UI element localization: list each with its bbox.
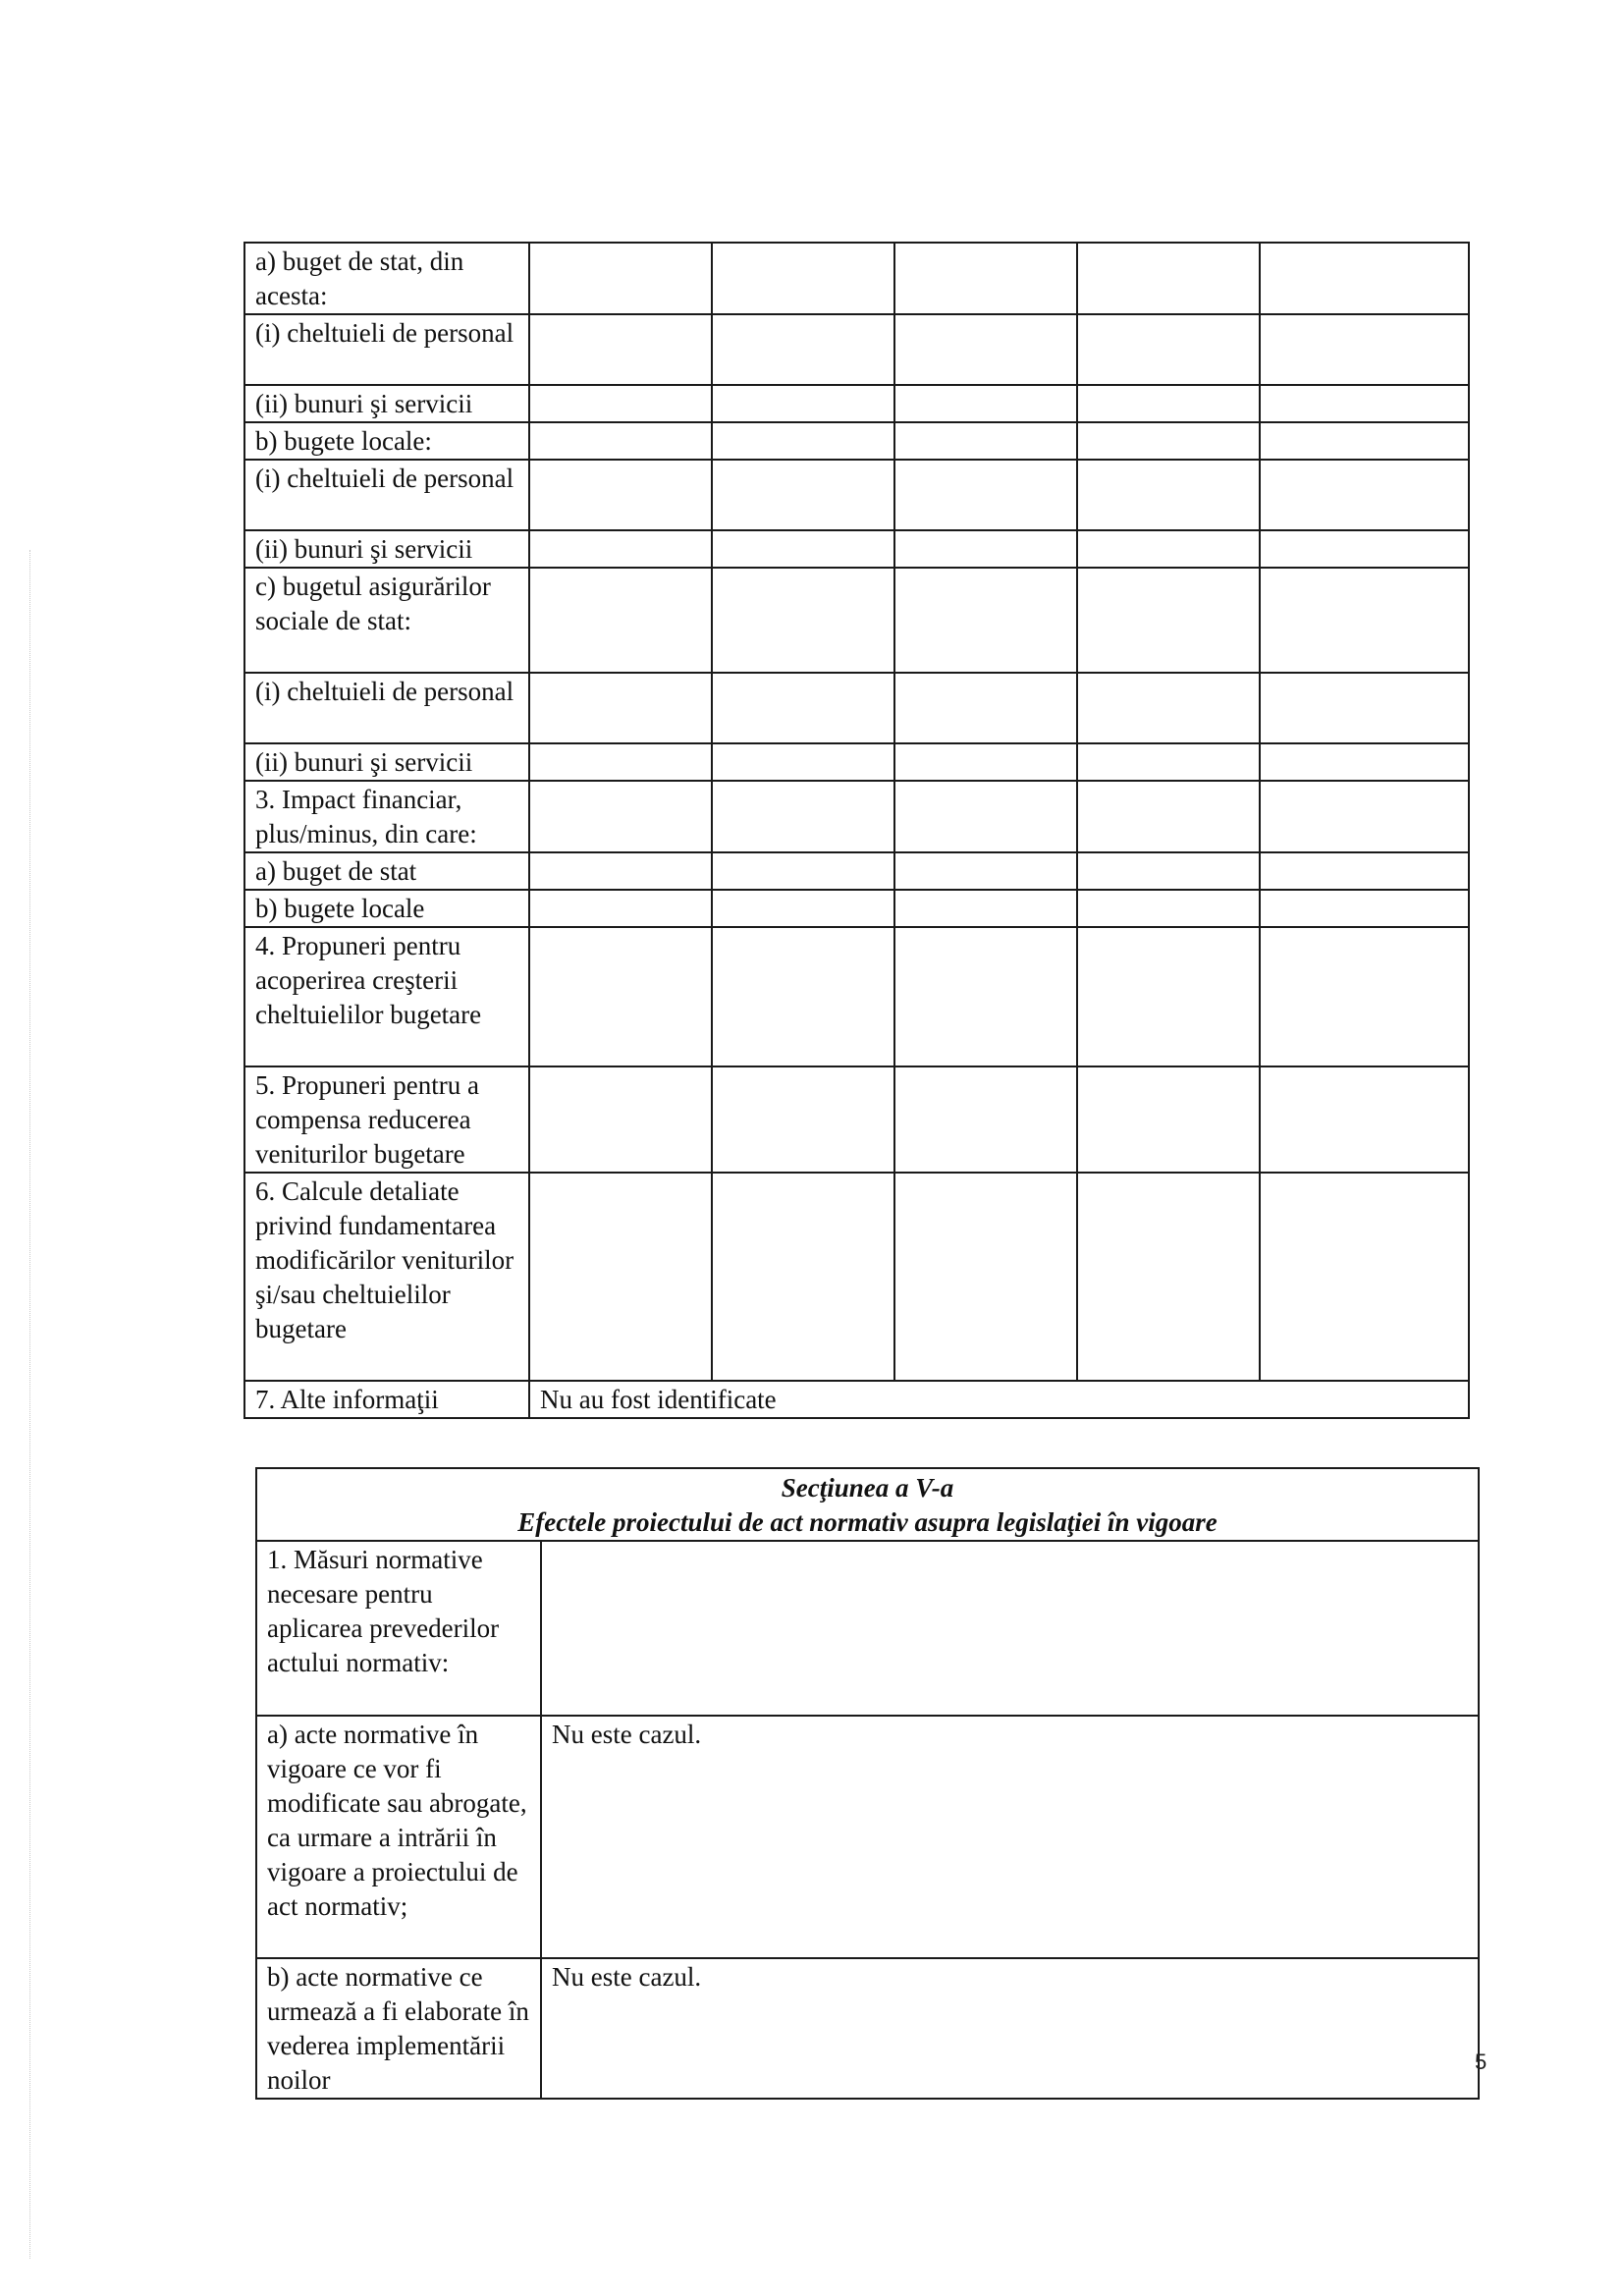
empty-cell xyxy=(1260,385,1469,422)
table-row xyxy=(244,422,1469,460)
row-label: b) acte normative ce urmează a fi elaborate în vederea implementării noilor xyxy=(256,1958,541,2099)
empty-cell xyxy=(1260,927,1469,1066)
empty-cell xyxy=(712,385,894,422)
empty-cell xyxy=(894,243,1077,314)
section-heading-row xyxy=(256,1468,1479,1541)
empty-cell xyxy=(529,1173,712,1381)
empty-cell xyxy=(894,927,1077,1066)
row-value: Nu este cazul. xyxy=(541,1958,1479,2099)
row-label: a) buget de stat, din acesta: xyxy=(244,243,529,314)
empty-cell xyxy=(529,385,712,422)
empty-cell xyxy=(894,673,1077,743)
row-value: Nu este cazul. xyxy=(541,1716,1479,1958)
empty-cell xyxy=(894,852,1077,890)
empty-cell xyxy=(712,1066,894,1173)
section-subtitle: Efectele proiectului de act normativ asupra legislaţiei în vigoare xyxy=(517,1507,1217,1537)
empty-cell xyxy=(1077,530,1260,568)
row-label: (ii) bunuri şi servicii xyxy=(244,743,529,781)
section-title: Secţiunea a V-a xyxy=(781,1473,954,1503)
empty-cell xyxy=(1077,422,1260,460)
empty-cell xyxy=(712,781,894,852)
empty-cell xyxy=(1077,1066,1260,1173)
empty-cell xyxy=(894,385,1077,422)
empty-cell xyxy=(1077,890,1260,927)
empty-cell xyxy=(1077,460,1260,530)
table-row xyxy=(244,314,1469,385)
empty-cell xyxy=(1077,385,1260,422)
row-label: (ii) bunuri şi servicii xyxy=(244,530,529,568)
row-label: 4. Propuneri pentru acoperirea creşterii cheltuielilor bugetare xyxy=(244,927,529,1066)
table-row xyxy=(244,385,1469,422)
empty-cell xyxy=(529,927,712,1066)
empty-cell xyxy=(712,890,894,927)
row-value xyxy=(541,1541,1479,1716)
empty-cell xyxy=(529,852,712,890)
table-row xyxy=(244,781,1469,852)
empty-cell xyxy=(1260,243,1469,314)
table-row xyxy=(244,530,1469,568)
empty-cell xyxy=(712,568,894,673)
section-heading xyxy=(256,1468,1479,1541)
table-row xyxy=(244,460,1469,530)
financial-impact-table xyxy=(243,242,1470,1419)
empty-cell xyxy=(1077,1173,1260,1381)
row-label: b) bugete locale xyxy=(244,890,529,927)
empty-cell xyxy=(1077,781,1260,852)
empty-cell xyxy=(712,243,894,314)
empty-cell xyxy=(894,314,1077,385)
row-label: b) bugete locale: xyxy=(244,422,529,460)
empty-cell xyxy=(894,1066,1077,1173)
row-label: (ii) bunuri şi servicii xyxy=(244,385,529,422)
empty-cell xyxy=(1260,852,1469,890)
table-row xyxy=(256,1716,1479,1958)
empty-cell xyxy=(894,743,1077,781)
table-row xyxy=(244,568,1469,673)
empty-cell xyxy=(529,460,712,530)
empty-cell xyxy=(712,852,894,890)
table-row xyxy=(244,243,1469,314)
empty-cell xyxy=(1077,243,1260,314)
empty-cell xyxy=(529,243,712,314)
empty-cell xyxy=(712,673,894,743)
empty-cell xyxy=(1077,568,1260,673)
row-label: 3. Impact financiar, plus/minus, din care: xyxy=(244,781,529,852)
row-label: 7. Alte informaţii xyxy=(244,1381,529,1418)
row-value: Nu au fost identificate xyxy=(529,1381,1469,1418)
table-row xyxy=(244,1066,1469,1173)
table-row xyxy=(244,890,1469,927)
table-row xyxy=(244,852,1469,890)
table-row xyxy=(256,1541,1479,1716)
row-label: c) bugetul asigurărilor sociale de stat: xyxy=(244,568,529,673)
page-number: 5 xyxy=(1475,2050,1488,2074)
empty-cell xyxy=(1260,673,1469,743)
table-row xyxy=(244,1173,1469,1381)
empty-cell xyxy=(894,890,1077,927)
empty-cell xyxy=(1077,314,1260,385)
empty-cell xyxy=(529,673,712,743)
empty-cell xyxy=(1077,743,1260,781)
empty-cell xyxy=(712,460,894,530)
row-label: (i) cheltuieli de personal xyxy=(244,314,529,385)
empty-cell xyxy=(712,314,894,385)
empty-cell xyxy=(894,568,1077,673)
empty-cell xyxy=(1077,927,1260,1066)
row-label: 5. Propuneri pentru a compensa reducerea veniturilor bugetare xyxy=(244,1066,529,1173)
empty-cell xyxy=(529,743,712,781)
empty-cell xyxy=(894,781,1077,852)
table-row xyxy=(244,673,1469,743)
empty-cell xyxy=(1077,673,1260,743)
row-label: a) buget de stat xyxy=(244,852,529,890)
table-row xyxy=(244,743,1469,781)
empty-cell xyxy=(1260,890,1469,927)
empty-cell xyxy=(894,530,1077,568)
empty-cell xyxy=(894,460,1077,530)
empty-cell xyxy=(712,927,894,1066)
legislation-effects-table xyxy=(255,1467,1480,2100)
empty-cell xyxy=(894,422,1077,460)
row-label: 6. Calcule detaliate privind fundamentarea modificărilor veniturilor şi/sau cheltuielilor bugetare xyxy=(244,1173,529,1381)
table-row xyxy=(244,927,1469,1066)
empty-cell xyxy=(1260,422,1469,460)
empty-cell xyxy=(712,743,894,781)
empty-cell xyxy=(1260,314,1469,385)
empty-cell xyxy=(529,314,712,385)
empty-cell xyxy=(529,568,712,673)
empty-cell xyxy=(1260,781,1469,852)
empty-cell xyxy=(1260,460,1469,530)
empty-cell xyxy=(1260,1066,1469,1173)
table-row xyxy=(256,1958,1479,2099)
scan-edge xyxy=(29,550,30,2259)
empty-cell xyxy=(1260,530,1469,568)
empty-cell xyxy=(529,1066,712,1173)
row-label: (i) cheltuieli de personal xyxy=(244,460,529,530)
row-label: a) acte normative în vigoare ce vor fi modificate sau abrogate, ca urmare a intrării în vigoare a proiectului de act normativ; xyxy=(256,1716,541,1958)
empty-cell xyxy=(529,781,712,852)
empty-cell xyxy=(529,422,712,460)
empty-cell xyxy=(712,422,894,460)
empty-cell xyxy=(712,530,894,568)
empty-cell xyxy=(529,890,712,927)
empty-cell xyxy=(1260,1173,1469,1381)
row-label: 1. Măsuri normative necesare pentru aplicarea prevederilor actului normativ: xyxy=(256,1541,541,1716)
empty-cell xyxy=(1260,568,1469,673)
empty-cell xyxy=(894,1173,1077,1381)
empty-cell xyxy=(1077,852,1260,890)
empty-cell xyxy=(529,530,712,568)
table-row xyxy=(244,1381,1469,1418)
row-label: (i) cheltuieli de personal xyxy=(244,673,529,743)
empty-cell xyxy=(712,1173,894,1381)
empty-cell xyxy=(1260,743,1469,781)
